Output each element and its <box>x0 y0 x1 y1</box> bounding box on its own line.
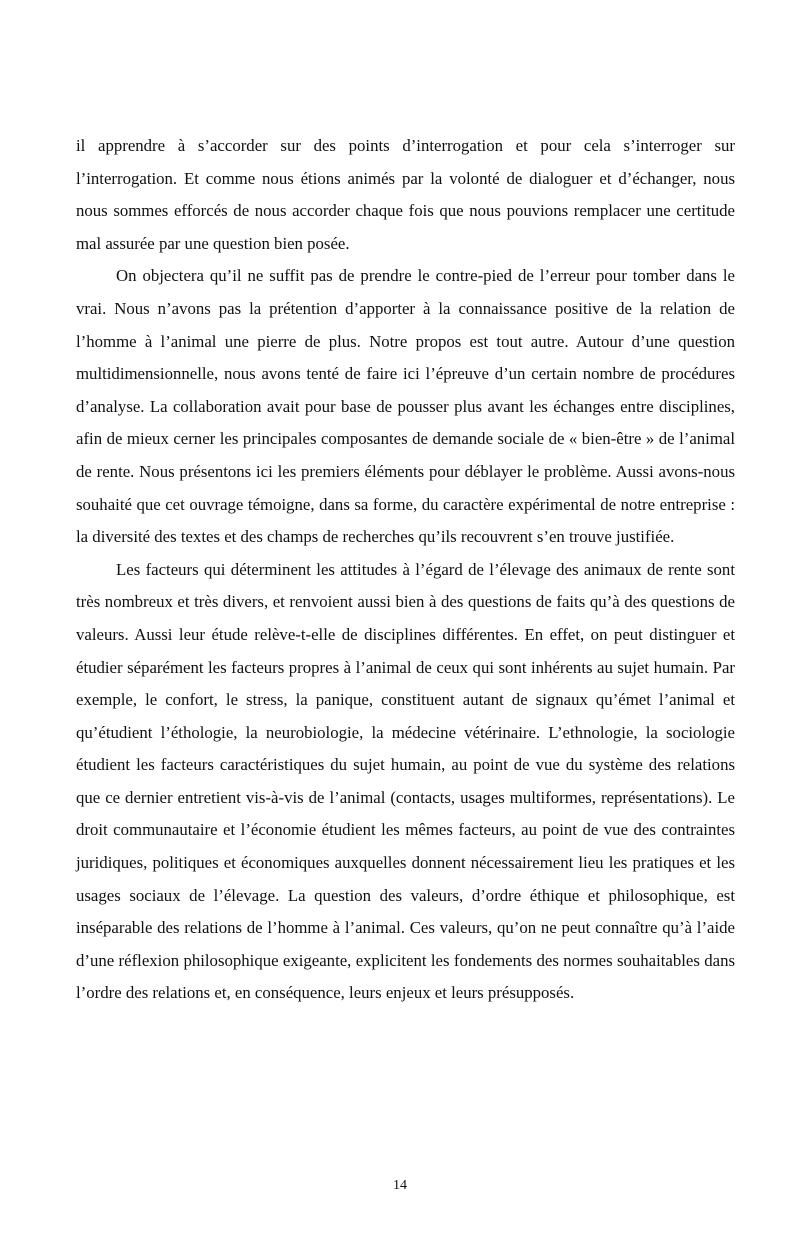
page-number: 14 <box>393 1178 407 1193</box>
paragraph-1: il apprendre à s’accorder sur des points d’interrogation et pour cela s’interroger sur l’interrogation. Et comme nous étions animés par la volonté de dialoguer et d’échanger, nous nous sommes efforcés de nous accorder chaque fois que nous pouvions remplacer une certitude mal assurée par une question bien posée. <box>76 136 735 253</box>
paragraph-3: Les facteurs qui déterminent les attitudes à l’égard de l’élevage des animaux de rente sont très nombreux et très divers, et renvoient aussi bien à des questions de faits qu’à des questions de valeurs. Aussi leur étude relève-t-elle de disciplines différentes. En effet, on peut distinguer et étudier séparément les facteurs propres à l’animal de ceux qui sont inhérents au sujet humain. Par exemple, le confort, le stress, la panique, constituent autant de signaux qu’émet l’animal et qu’étudient l’éthologie, la neurobiologie, la médecine vétérinaire. L’ethnologie, la sociologie étudient les facteurs caractéristiques du sujet humain, au point de vue du système des relations que ce dernier entretient vis-à-vis de l’animal (contacts, usages multiformes, représentations). Le droit communautaire et l’économie étudient les mêmes facteurs, au point de vue des contraintes juridiques, politiques et économiques auxquelles donnent nécessairement lieu les pratiques et les usages sociaux de l’élevage. La question des valeurs, d’ordre éthique et philosophique, est inséparable des relations de l’homme à l’animal. Ces valeurs, qu’on ne peut connaître qu’à l’aide d’une réflexion philosophique exigeante, explicitent les fondements des normes souhaitables dans l’ordre des relations et, en conséquence, leurs enjeux et leurs présupposés. <box>76 559 735 1003</box>
body-text <box>76 130 735 1010</box>
paragraph-2: On objectera qu’il ne suffit pas de prendre le contre-pied de l’erreur pour tomber dans le vrai. Nous n’avons pas la prétention d’apporter à la connaissance positive de la relation de l’homme à l’animal une pierre de plus. Notre propos est tout autre. Autour d’une question multidimensionnelle, nous avons tenté de faire ici l’épreuve d’un certain nombre de procédures d’analyse. La collaboration avait pour base de pousser plus avant les échanges entre disciplines, afin de mieux cerner les principales composantes de demande sociale de « bien-être » de l’animal de rente. Nous présentons ici les premiers éléments pour déblayer le problème. Aussi avons-nous souhaité que cet ouvrage témoigne, dans sa forme, du caractère expérimental de notre entreprise : la diversité des textes et des champs de recherches qu’ils recouvrent s’en trouve justifiée. <box>76 266 735 547</box>
